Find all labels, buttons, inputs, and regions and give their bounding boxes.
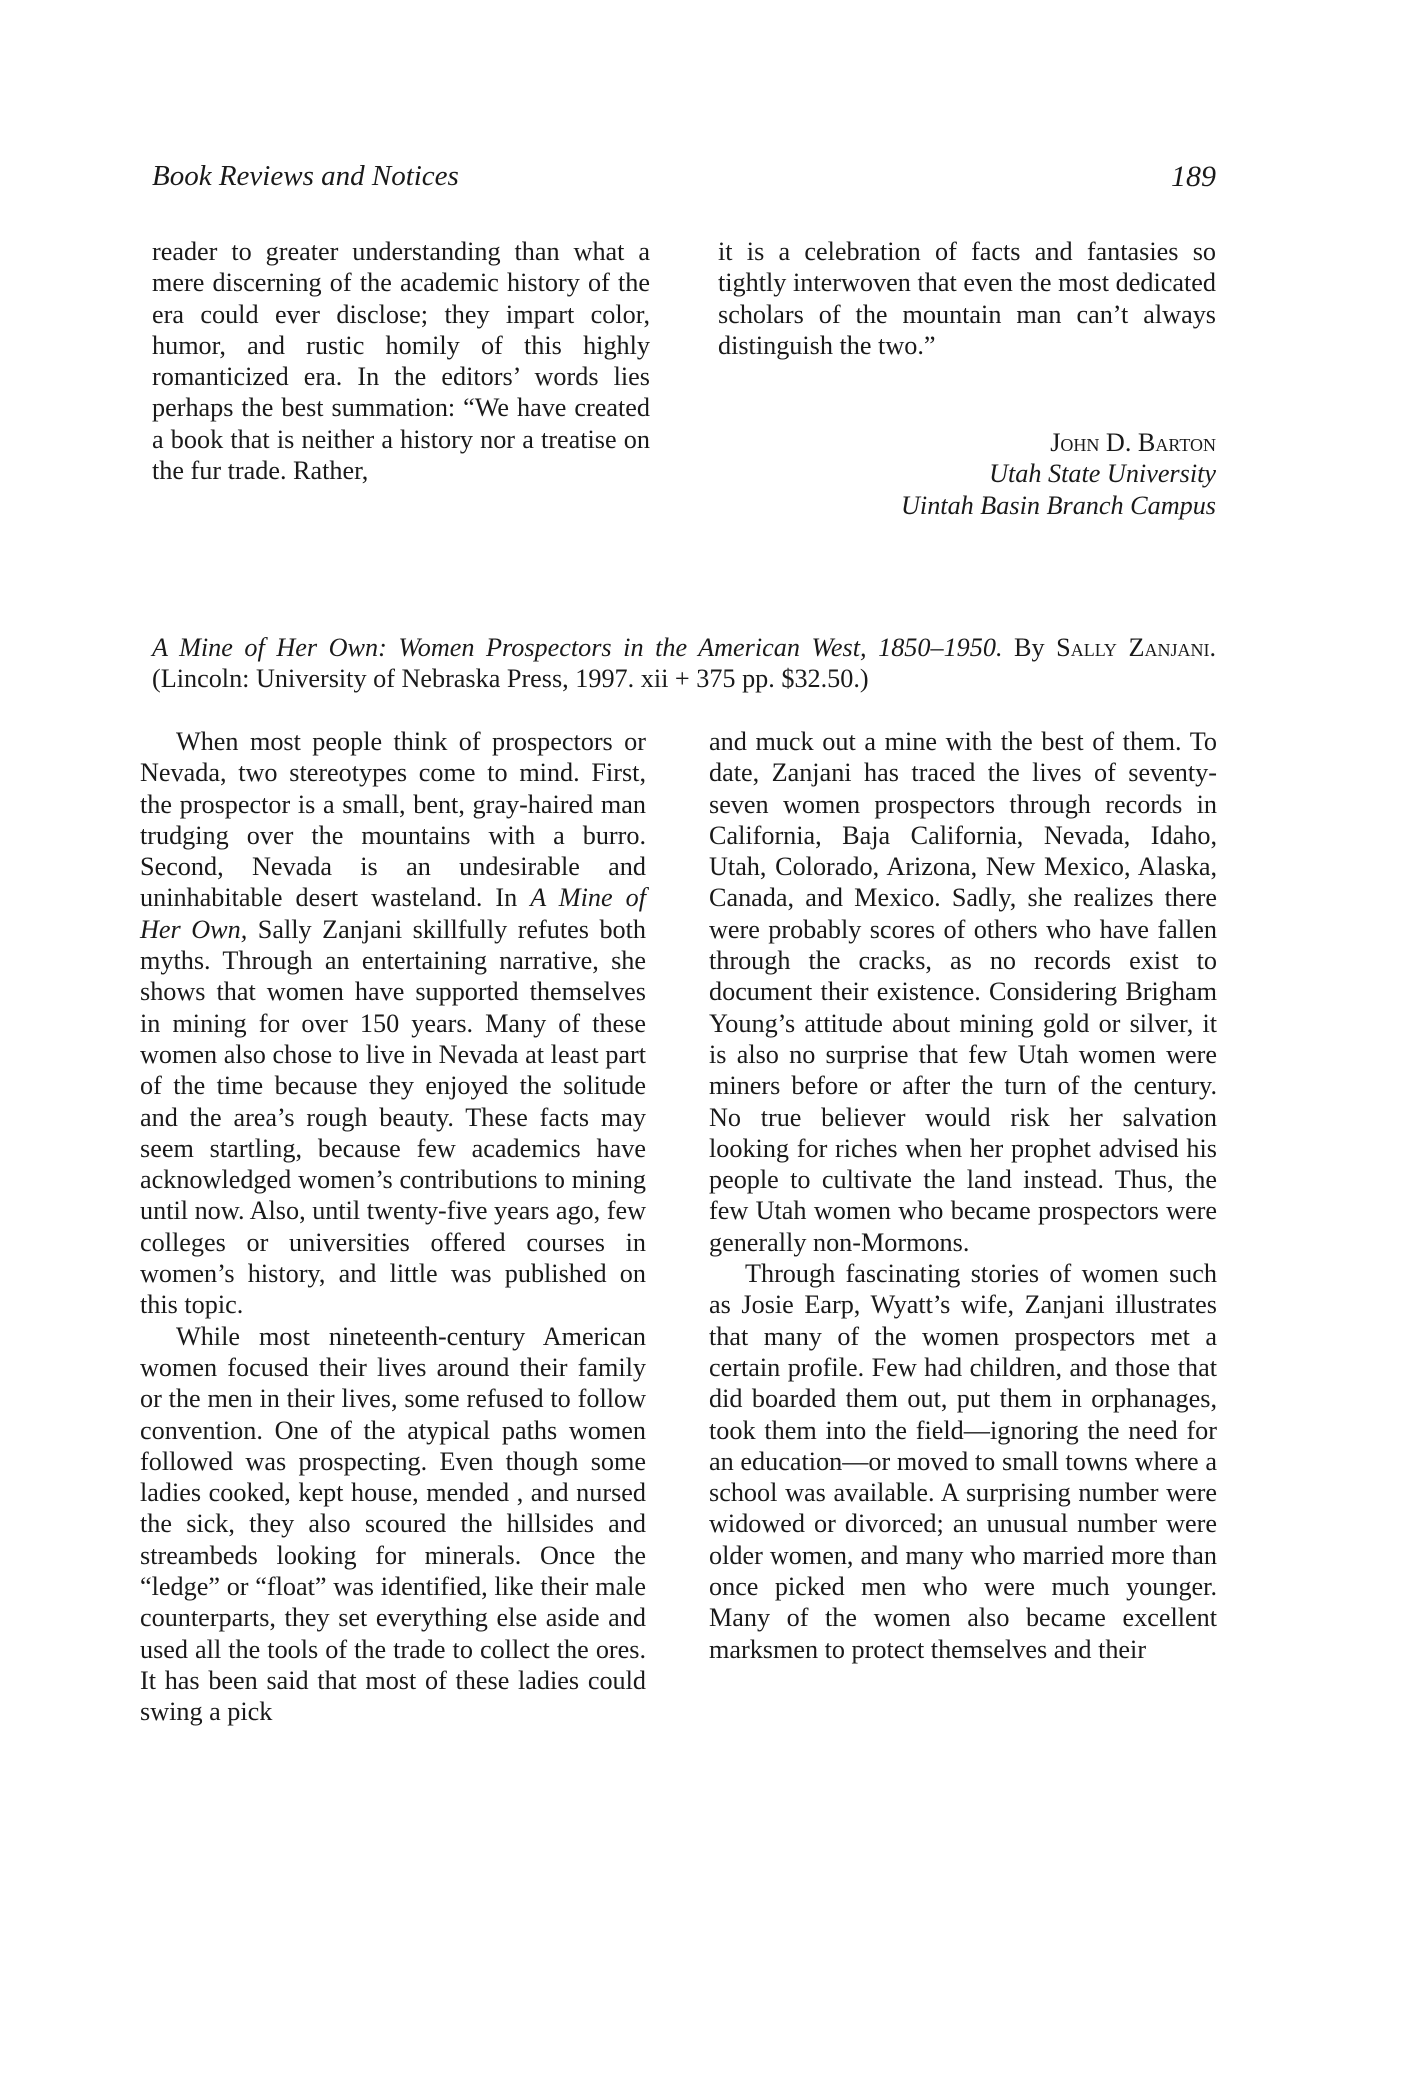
- review-paragraph-1-end: Sally Zanjani skillfully refutes both myths. Through an entertaining narrative, she shows that women have supported themselves in mining for over 150 years. Many of these women also chose to live in Nevada at least part of the time because they enjoyed the solitude and the area’s rough beauty. These facts may seem startling, because few academics have acknowledged women’s contributions to mining until now. Also, until twenty-five years ago, few colleges or universities offered courses in women’s history, and little was published on this topic.: [140, 914, 647, 1320]
- reviewer-affiliation-campus: Uintah Basin Branch Campus: [901, 490, 1216, 520]
- book-title: A Mine of Her Own: Women Prospectors in the American West, 1850–1950.: [152, 633, 1003, 662]
- review-paragraph-3: and muck out a mine with the best of them. To date, Zanjani has traced the lives of seventy-seven women prospectors through records in California, Baja California, Nevada, Idaho, Utah, Colorado, Arizona, New Mexico, Alaska, Canada, and Mexico. Sadly, she realizes there were probably scores of others who have fallen through the cracks, as no records exist to document their existence. Considering Brigham Young’s attitude about mining gold or silver, it is also no surprise that few Utah women were miners before or after the turn of the century. No true believer would risk her salvation looking for riches when her prophet advised his people to cultivate the land instead. Thus, the few Utah women who became prospectors were generally non-Mormons.: [709, 727, 1217, 1257]
- review-paragraph-2: While most nineteenth-century American women focused their lives around their family or the men in their lives, some refused to follow convention. One of the atypical paths women followed was prospecting. Even though some ladies cooked, kept house, mended , and nursed the sick, they also scoured the hillsides and streambeds looking for minerals. Once the “ledge” or “float” was identified, like their male counterparts, they set everything else aside and used all the tools of the trade to collect the ores. It has been said that most of these ladies could swing a pick: [140, 1321, 646, 1727]
- book-citation: [152, 632, 1216, 694]
- running-head-title: Book Reviews and Notices: [152, 160, 459, 192]
- previous-review-left-text: reader to greater understanding than what a mere discerning of the academic history of the era could ever disclose; they impart color, humor, and rustic homily of this highly romanticized era. In the editors’ words lies perhaps the best summation: “We have created a book that is neither a history nor a treatise on the fur trade. Rather,: [152, 237, 650, 486]
- review-paragraph-1: [140, 726, 646, 1321]
- reviewer-name: John D. Barton: [1050, 428, 1216, 457]
- reviewer-affiliation-university: Utah State University: [989, 459, 1216, 489]
- page-number: 189: [1171, 160, 1216, 193]
- review-left-column: [140, 726, 646, 1728]
- running-head: [152, 160, 1216, 200]
- citation-by: By: [1014, 633, 1045, 662]
- publication-info: (Lincoln: University of Nebraska Press, 1997. xii + 375 pp. $32.50.): [152, 664, 869, 693]
- review-right-column: [709, 726, 1217, 1665]
- book-author: Sally Zanjani.: [1056, 633, 1216, 662]
- review-paragraph-1-start: When most people think of prospectors or Nevada, two stereotypes come to mind. First, the prospector is a small, bent, gray-haired man trudging over the mountains with a burro. Second, Nevada is an undesirable and uninhabitable desert wasteland. In: [140, 727, 646, 913]
- inline-book-title: A Mine of Her Own,: [140, 883, 647, 944]
- previous-review-left-column: [152, 236, 650, 486]
- reviewer-signature: [718, 427, 1216, 521]
- previous-review-right-text: it is a celebration of facts and fantasies so tightly interwoven that even the most dedicated scholars of the mountain man can’t always distinguish the two.”: [718, 237, 1216, 360]
- previous-review-right-column: [718, 236, 1216, 361]
- review-paragraph-4: Through fascinating stories of women such as Josie Earp, Wyatt’s wife, Zanjani illustrates that many of the women prospectors met a certain profile. Few had children, and those that did boarded them out, put them in orphanages, took them into the field—ignoring the need for an education—or moved to small towns where a school was available. A surprising number were widowed or divorced; an unusual number were older women, and many who married more than once picked men who were much younger. Many of the women also became excellent marksmen to protect themselves and their: [709, 1259, 1217, 1664]
